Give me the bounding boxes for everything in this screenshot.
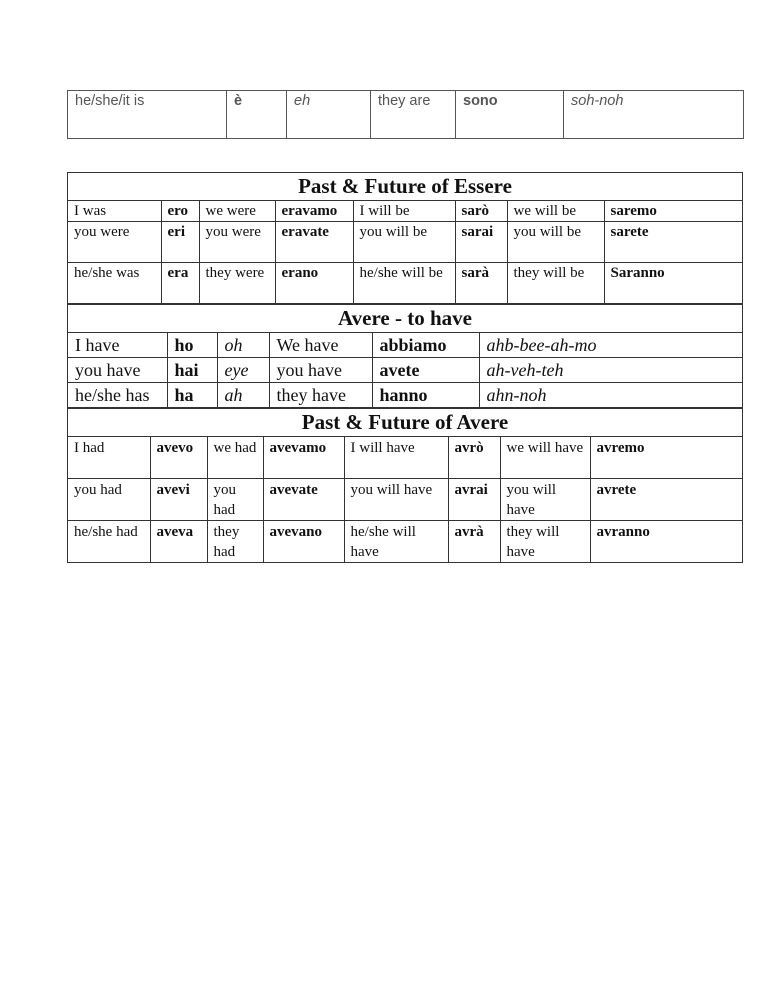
english-singular-cell: he/she/it is (68, 91, 227, 139)
table-row (68, 333, 742, 358)
english-cell: you had (68, 479, 150, 521)
english-cell: we were (199, 201, 275, 222)
english-cell: you will have (500, 479, 590, 521)
english-cell: I have (68, 333, 167, 358)
italian-cell: sarò (455, 201, 507, 222)
english-cell: he/she had (68, 521, 150, 563)
italian-cell: hai (167, 358, 217, 383)
table-row (68, 263, 742, 304)
italian-cell: avrete (590, 479, 742, 521)
italian-cell: avranno (596, 524, 650, 540)
table-row (68, 437, 742, 479)
italian-cell: sarete (604, 222, 742, 263)
pronunciation-plural-cell: soh-noh (564, 91, 744, 139)
italian-cell: avete (372, 358, 479, 383)
italian-cell: sarà (455, 263, 507, 304)
table-row (68, 521, 742, 563)
english-cell: I was (68, 201, 161, 222)
pronunciation-cell: oh (217, 333, 269, 358)
italian-cell: ha (167, 383, 217, 408)
italian-cell: ho (167, 333, 217, 358)
pronunciation-singular-cell: eh (287, 91, 371, 139)
english-cell: you have (68, 358, 167, 383)
english-cell: he/she will be (353, 263, 455, 304)
table-row (68, 222, 742, 263)
table-row (68, 201, 742, 222)
italian-cell: eravate (275, 222, 353, 263)
table-row (68, 383, 742, 408)
italian-cell: avrà (448, 521, 500, 563)
section-title-avere: Avere - to have (68, 305, 742, 333)
table-row (68, 479, 742, 521)
english-cell: they were (199, 263, 275, 304)
pronunciation-cell: ah (217, 383, 269, 408)
essere-past-future-section (68, 201, 742, 305)
english-cell: you had (207, 479, 263, 521)
english-cell: you were (199, 222, 275, 263)
english-cell: he/she has (68, 383, 167, 408)
italian-cell: avrai (448, 479, 500, 521)
italian-cell: sarai (455, 222, 507, 263)
table-row (68, 358, 742, 383)
english-cell: you will be (507, 222, 604, 263)
avere-past-future-section (68, 437, 742, 562)
italian-cell: avremo (590, 437, 742, 479)
italian-plural-cell: sono (456, 91, 564, 139)
italian-cell: abbiamo (372, 333, 479, 358)
english-cell: they will be (507, 263, 604, 304)
section-title-essere-past-future: Past & Future of Essere (68, 173, 742, 201)
table-row (68, 91, 744, 139)
italian-cell: hanno (372, 383, 479, 408)
italian-cell: avevi (150, 479, 207, 521)
italian-cell: saremo (604, 201, 742, 222)
conjugation-table (67, 172, 743, 563)
english-cell: they will have (500, 521, 590, 563)
english-plural-cell: they are (371, 91, 456, 139)
english-cell: you will have (344, 479, 448, 521)
english-cell: I had (68, 437, 150, 479)
section-title-avere-past-future: Past & Future of Avere (68, 409, 742, 437)
italian-cell: eri (161, 222, 199, 263)
italian-cell: aveva (150, 521, 207, 563)
english-cell: he/she was (68, 263, 161, 304)
pronunciation-cell: eye (217, 358, 269, 383)
italian-cell: avevano (263, 521, 344, 563)
italian-singular-cell: è (227, 91, 287, 139)
english-cell: I will be (353, 201, 455, 222)
english-cell: We have (269, 333, 372, 358)
italian-cell: avevamo (263, 437, 344, 479)
pronunciation-cell: ahb-bee-ah-mo (479, 333, 742, 358)
italian-cell: avevate (263, 479, 344, 521)
english-cell: he/she will have (344, 521, 448, 563)
english-cell: you will be (353, 222, 455, 263)
italian-cell: eravamo (275, 201, 353, 222)
italian-cell: avevo (150, 437, 207, 479)
english-cell: you were (68, 222, 161, 263)
english-cell: you have (269, 358, 372, 383)
english-cell: they have (269, 383, 372, 408)
essere-present-table-fragment (67, 90, 744, 139)
english-cell: we will have (500, 437, 590, 479)
english-cell: they had (207, 521, 263, 563)
italian-cell: Saranno (610, 265, 665, 281)
english-cell: we had (207, 437, 263, 479)
italian-cell: avrò (448, 437, 500, 479)
pronunciation-cell: ah-veh-teh (479, 358, 742, 383)
english-cell: I will have (344, 437, 448, 479)
italian-cell: erano (275, 263, 353, 304)
italian-cell: era (161, 263, 199, 304)
italian-cell: ero (161, 201, 199, 222)
english-cell: we will be (507, 201, 604, 222)
pronunciation-cell: ahn-noh (486, 385, 547, 405)
avere-present-section (68, 333, 742, 409)
